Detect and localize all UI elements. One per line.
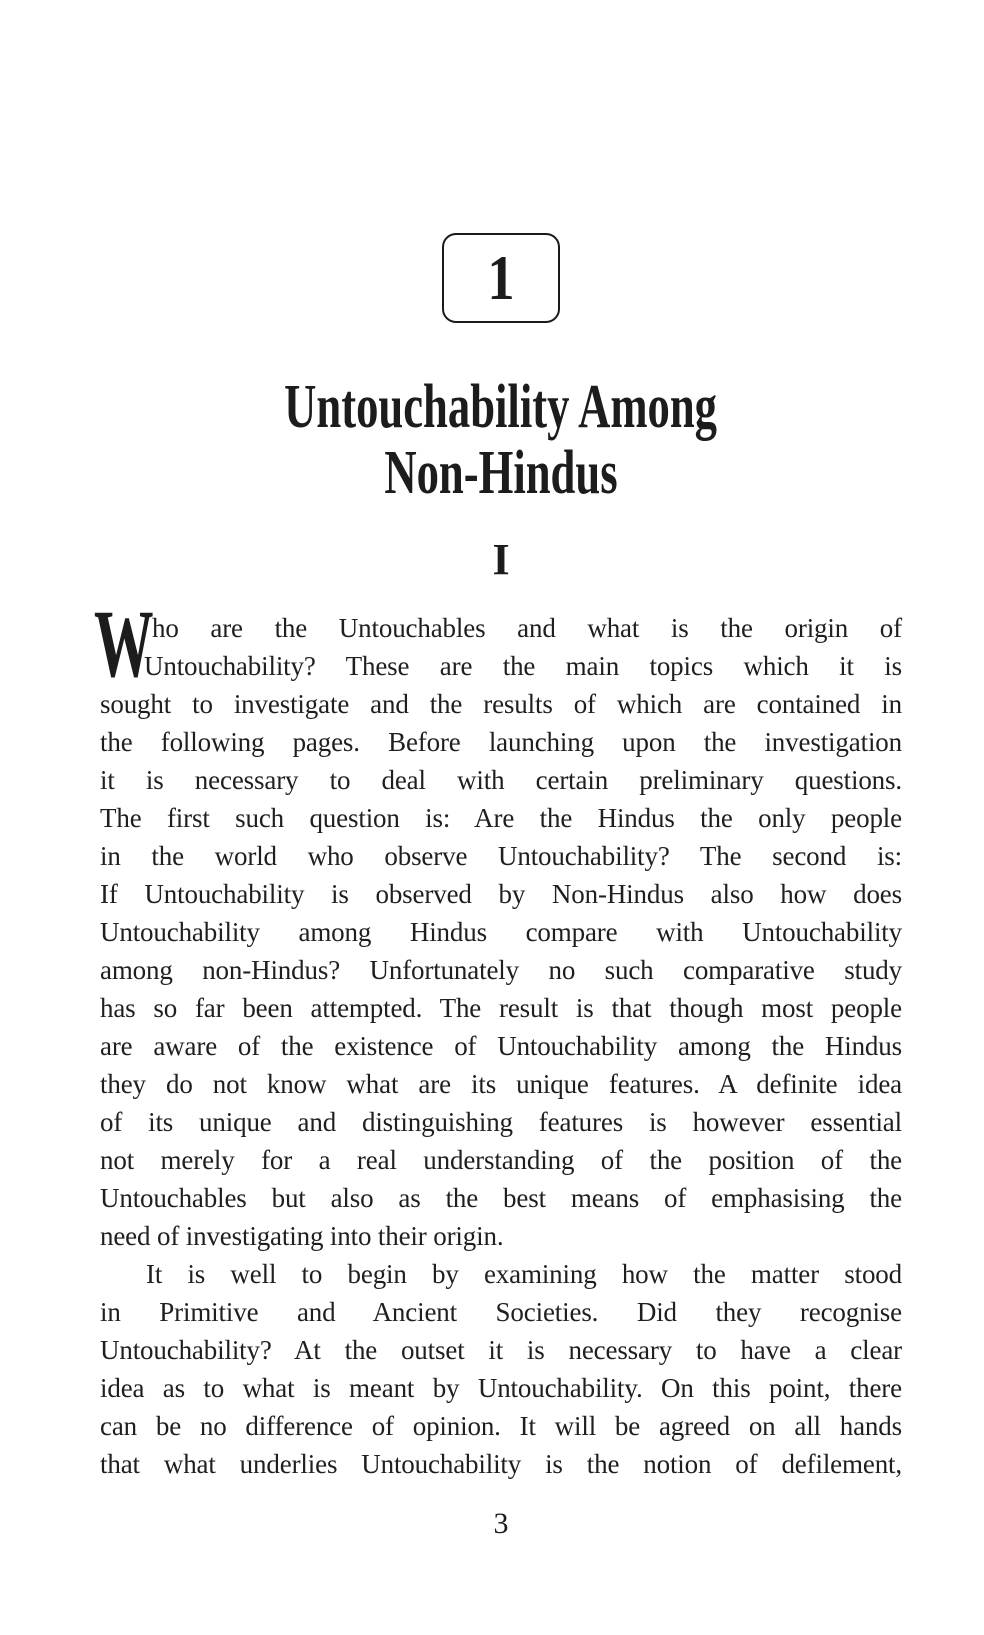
text-line: The first such question is: Are the Hindus the only people xyxy=(100,803,902,833)
text-line: Untouchability? These are the main topics which it is xyxy=(144,651,902,681)
text-line: in the world who observe Untouchability? The second is: xyxy=(100,841,902,871)
text-line: can be no difference of opinion. It will be agreed on all hands xyxy=(100,1411,902,1441)
text-line: ho are the Untouchables and what is the origin of xyxy=(152,613,902,643)
text-line: need of investigating into their origin. xyxy=(100,1221,504,1251)
text-line: of its unique and distinguishing features is however essential xyxy=(100,1107,902,1137)
text-line: it is necessary to deal with certain preliminary questions. xyxy=(100,765,902,795)
text-line: idea as to what is meant by Untouchability. On this point, there xyxy=(100,1373,902,1403)
text-line: the following pages. Before launching upon the investigation xyxy=(100,727,902,757)
text-line: they do not know what are its unique features. A definite idea xyxy=(100,1069,902,1099)
drop-cap: W xyxy=(94,590,154,697)
body-text xyxy=(100,609,902,1483)
text-line: in Primitive and Ancient Societies. Did they recognise xyxy=(100,1297,902,1327)
chapter-title-line-2-text: Non-Hindus xyxy=(384,439,618,507)
text-line: If Untouchability is observed by Non-Hindus also how does xyxy=(100,879,902,909)
text-line: Untouchability? At the outset it is necessary to have a clear xyxy=(100,1335,902,1365)
chapter-title xyxy=(100,374,902,506)
section-heading: I xyxy=(492,535,510,584)
text-line: among non-Hindus? Unfortunately no such comparative study xyxy=(100,955,902,985)
chapter-number: 1 xyxy=(487,242,515,313)
text-line: sought to investigate and the results of which are contained in xyxy=(100,689,902,719)
text-line: It is well to begin by examining how the matter stood xyxy=(146,1259,902,1289)
chapter-title-line-2 xyxy=(100,440,902,506)
text-line: are aware of the existence of Untouchability among the Hindus xyxy=(100,1031,902,1061)
chapter-number-box xyxy=(442,233,560,323)
page-number: 3 xyxy=(493,1507,509,1540)
text-line: not merely for a real understanding of the position of the xyxy=(100,1145,902,1175)
chapter-title-line-1-text: Untouchability Among xyxy=(284,373,718,441)
text-line: that what underlies Untouchability is the notion of defilement, xyxy=(100,1449,902,1479)
chapter-title-line-1 xyxy=(100,374,902,440)
text-line: Untouchability among Hindus compare with Untouchability xyxy=(100,917,902,947)
text-line: has so far been attempted. The result is that though most people xyxy=(100,993,902,1023)
text-line: Untouchables but also as the best means of emphasising the xyxy=(100,1183,902,1213)
